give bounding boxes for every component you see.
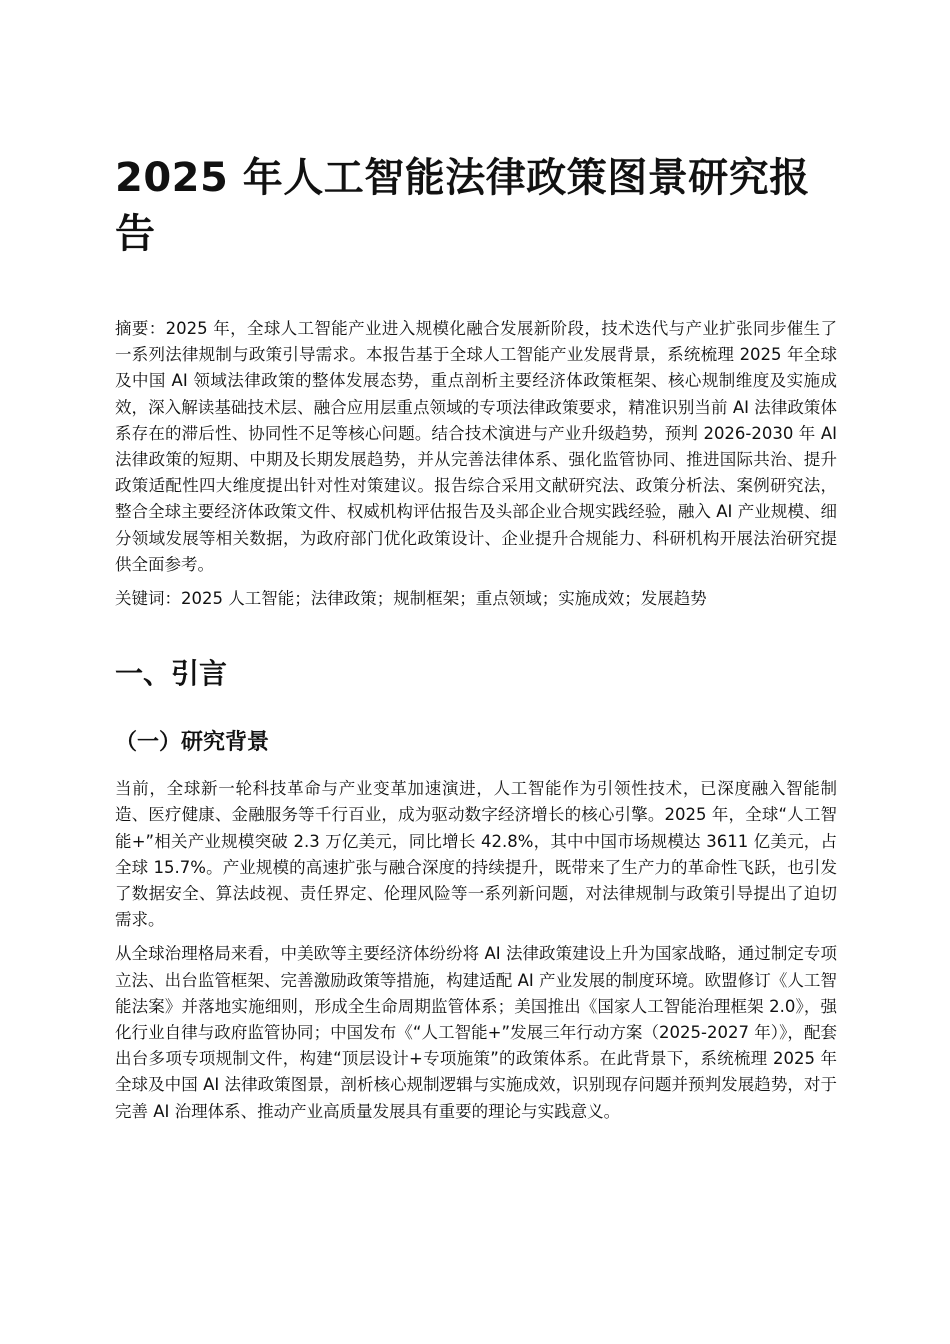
subsection-heading-research-background: （一）研究背景 bbox=[115, 730, 270, 756]
body-paragraph: 从全球治理格局来看，中美欧等主要经济体纷纷将 AI 法律政策建设上升为国家战略，通过制定专项立法、出台监管框架、完善激励政策等措施，构建适配 AI 产业发展的制度环境。欧盟修订《人工智能法案》并落地实施细则，形成全生命周期监管体系；美国推出《国家人工智能治理框架 2.0》，强化行业自律与政府监管协同；中国发布《“人工智能+”发展三年行动方案（2025-2027 年）》，配套出台多项专项规制文件，构建“顶层设计+专项施策”的政策体系。在此背景下，系统梳理 2025 年全球及中国 AI 法律政策图景，剖析核心规制逻辑与实施成效，识别现存问题并预判发展趋势，对于完善 AI 治理体系、推动产业高质量发展具有重要的理论与实践意义。 bbox=[115, 944, 837, 1121]
document-page bbox=[115, 150, 837, 1125]
body-paragraph: 当前，全球新一轮科技革命与产业变革加速演进，人工智能作为引领性技术，已深度融入智能制造、医疗健康、金融服务等千行百业，成为驱动数字经济增长的核心引擎。2025 年，全球“人工智能+”相关产业规模突破 2.3 万亿美元，同比增长 42.8%，其中中国市场规模达 3611 亿美元，占全球 15.7%。产业规模的高速扩张与融合深度的持续提升，既带来了生产力的革命性飞跃，也引发了数据安全、算法歧视、责任界定、伦理风险等一系列新问题，对法律规制与政策引导提出了迫切需求。 bbox=[115, 779, 837, 930]
abstract-paragraph: 摘要：2025 年，全球人工智能产业进入规模化融合发展新阶段，技术迭代与产业扩张同步催生了一系列法律规制与政策引导需求。本报告基于全球人工智能产业发展背景，系统梳理 2025 年全球及中国 AI 领域法律政策的整体发展态势，重点剖析主要经济体政策框架、核心规制维度及实施成效，深入解读基础技术层、融合应用层重点领域的专项法律政策要求，精准识别当前 AI 法律政策体系存在的滞后性、协同性不足等核心问题。结合技术演进与产业升级趋势，预判 2026-2030 年 AI 法律政策的短期、中期及长期发展趋势，并从完善法律体系、强化监管协同、推进国际共治、提升政策适配性四大维度提出针对性对策建议。报告综合采用文献研究法、政策分析法、案例研究法，整合全球主要经济体政策文件、权威机构评估报告及头部企业合规实践经验，融入 AI 产业规模、细分领域发展等相关数据，为政府部门优化政策设计、企业提升合规能力、科研机构开展法治研究提供全面参考。 bbox=[115, 319, 837, 574]
document-title: 2025 年人工智能法律政策图景研究报告 bbox=[115, 155, 810, 257]
keywords-line: 关键词：2025 人工智能；法律政策；规制框架；重点领域；实施成效；发展趋势 bbox=[115, 589, 707, 609]
section-heading-introduction: 一、引言 bbox=[115, 657, 228, 691]
